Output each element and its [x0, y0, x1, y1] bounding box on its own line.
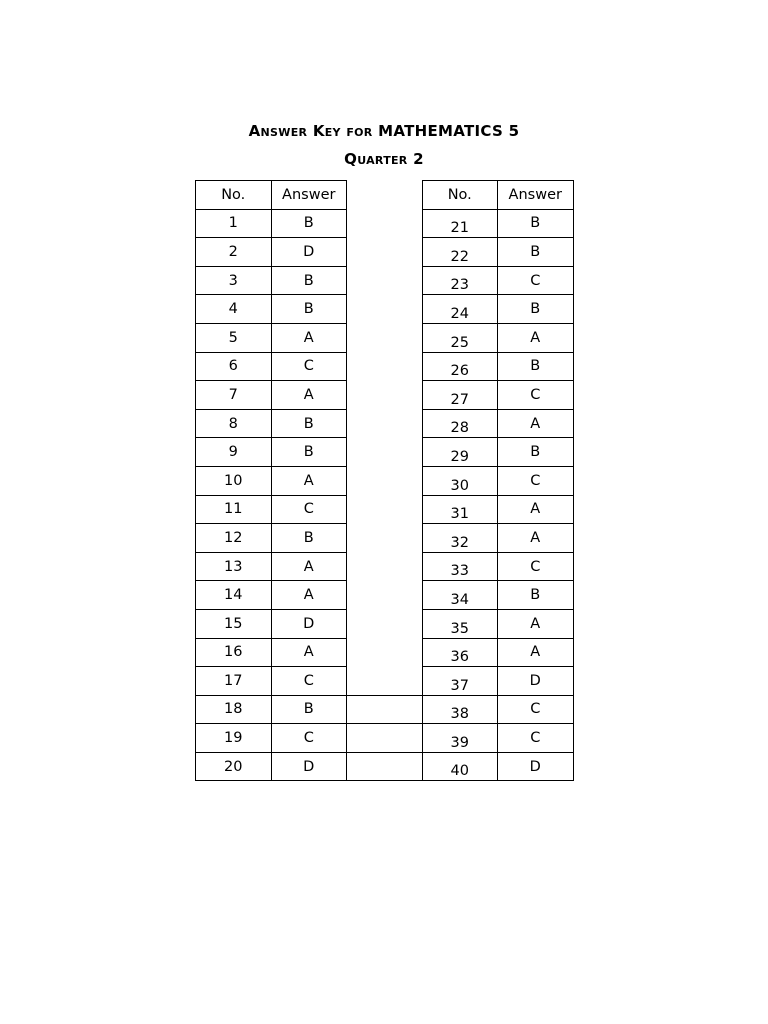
- question-number: 19: [196, 724, 272, 753]
- table-gap: [347, 667, 423, 696]
- table-row: [196, 581, 574, 610]
- question-number: 39: [422, 724, 498, 753]
- answer-cell: C: [498, 552, 574, 581]
- table-gap: [347, 552, 423, 581]
- answer-cell: C: [271, 667, 347, 696]
- table-gap: [347, 295, 423, 324]
- document-subtitle: Quarter 2: [344, 150, 424, 168]
- table-row: [196, 724, 574, 753]
- question-number: 16: [196, 638, 272, 667]
- answer-cell: B: [498, 581, 574, 610]
- question-number: 37: [422, 667, 498, 696]
- question-number: 1: [196, 209, 272, 238]
- question-number: 26: [422, 352, 498, 381]
- answer-cell: A: [498, 495, 574, 524]
- answer-cell: C: [271, 724, 347, 753]
- answer-cell: B: [498, 352, 574, 381]
- answer-cell: C: [498, 381, 574, 410]
- answer-cell: D: [498, 752, 574, 781]
- table-gap: [347, 609, 423, 638]
- answer-cell: C: [498, 466, 574, 495]
- table-row: [196, 323, 574, 352]
- answer-cell: D: [271, 238, 347, 267]
- answer-cell: A: [498, 524, 574, 553]
- question-number: 12: [196, 524, 272, 553]
- answer-cell: B: [271, 409, 347, 438]
- answer-cell: B: [271, 438, 347, 467]
- answer-cell: C: [498, 695, 574, 724]
- question-number: 32: [422, 524, 498, 553]
- table-gap: [347, 266, 423, 295]
- table-row: [196, 238, 574, 267]
- question-number: 13: [196, 552, 272, 581]
- question-number: 7: [196, 381, 272, 410]
- table-gap: [347, 724, 423, 753]
- table-gap: [347, 466, 423, 495]
- answer-key-table: [195, 180, 574, 781]
- question-number: 27: [422, 381, 498, 410]
- table-row: [196, 667, 574, 696]
- table-row: [196, 752, 574, 781]
- question-number: 33: [422, 552, 498, 581]
- table-gap: [347, 381, 423, 410]
- question-number: 8: [196, 409, 272, 438]
- question-number: 3: [196, 266, 272, 295]
- table-gap: [347, 638, 423, 667]
- question-number: 31: [422, 495, 498, 524]
- table-gap: [347, 495, 423, 524]
- table-row: [196, 495, 574, 524]
- question-number: 5: [196, 323, 272, 352]
- table-gap: [347, 524, 423, 553]
- question-number: 25: [422, 323, 498, 352]
- answer-cell: B: [498, 238, 574, 267]
- answer-cell: B: [271, 209, 347, 238]
- question-number: 30: [422, 466, 498, 495]
- question-number: 23: [422, 266, 498, 295]
- table-gap: [347, 209, 423, 238]
- table-row: [196, 695, 574, 724]
- answer-cell: A: [498, 638, 574, 667]
- question-number: 4: [196, 295, 272, 324]
- question-number: 9: [196, 438, 272, 467]
- table-gap: [347, 409, 423, 438]
- answer-cell: B: [271, 524, 347, 553]
- question-number: 28: [422, 409, 498, 438]
- header-answer-left: Answer: [271, 181, 347, 210]
- table-gap: [347, 323, 423, 352]
- question-number: 6: [196, 352, 272, 381]
- header-no-left: No.: [196, 181, 272, 210]
- answer-cell: A: [271, 552, 347, 581]
- table-gap: [347, 695, 423, 724]
- question-number: 17: [196, 667, 272, 696]
- answer-cell: C: [271, 352, 347, 381]
- table-gap: [347, 581, 423, 610]
- answer-cell: A: [271, 581, 347, 610]
- answer-cell: B: [498, 209, 574, 238]
- table-row: [196, 352, 574, 381]
- table-gap: [347, 352, 423, 381]
- question-number: 34: [422, 581, 498, 610]
- table-row: [196, 409, 574, 438]
- question-number: 36: [422, 638, 498, 667]
- answer-cell: C: [498, 266, 574, 295]
- question-number: 35: [422, 609, 498, 638]
- table-row: [196, 638, 574, 667]
- table-row: [196, 438, 574, 467]
- table-row: [196, 295, 574, 324]
- table-row: [196, 609, 574, 638]
- answer-cell: A: [271, 638, 347, 667]
- answer-cell: D: [271, 752, 347, 781]
- question-number: 38: [422, 695, 498, 724]
- question-number: 20: [196, 752, 272, 781]
- answer-cell: D: [271, 609, 347, 638]
- table-gap: [347, 181, 423, 210]
- header-answer-right: Answer: [498, 181, 574, 210]
- document-title: Answer Key for MATHEMATICS 5: [248, 122, 520, 140]
- table-row: [196, 552, 574, 581]
- table-gap: [347, 752, 423, 781]
- question-number: 22: [422, 238, 498, 267]
- answer-cell: B: [271, 695, 347, 724]
- question-number: 24: [422, 295, 498, 324]
- table-row: [196, 266, 574, 295]
- question-number: 10: [196, 466, 272, 495]
- table-gap: [347, 238, 423, 267]
- answer-cell: D: [498, 667, 574, 696]
- question-number: 11: [196, 495, 272, 524]
- answer-cell: A: [271, 323, 347, 352]
- answer-cell: A: [498, 409, 574, 438]
- answer-cell: B: [271, 295, 347, 324]
- question-number: 18: [196, 695, 272, 724]
- answer-cell: B: [498, 438, 574, 467]
- answer-cell: A: [498, 609, 574, 638]
- answer-cell: B: [271, 266, 347, 295]
- answer-cell: C: [498, 724, 574, 753]
- question-number: 29: [422, 438, 498, 467]
- table-header-row: [196, 181, 574, 210]
- answer-cell: C: [271, 495, 347, 524]
- question-number: 21: [422, 209, 498, 238]
- answer-cell: A: [271, 381, 347, 410]
- question-number: 14: [196, 581, 272, 610]
- question-number: 2: [196, 238, 272, 267]
- table-row: [196, 466, 574, 495]
- question-number: 15: [196, 609, 272, 638]
- header-no-right: No.: [422, 181, 498, 210]
- question-number: 40: [422, 752, 498, 781]
- answer-cell: B: [498, 295, 574, 324]
- answer-cell: A: [498, 323, 574, 352]
- table-row: [196, 209, 574, 238]
- table-row: [196, 524, 574, 553]
- table-row: [196, 381, 574, 410]
- answer-cell: A: [271, 466, 347, 495]
- table-gap: [347, 438, 423, 467]
